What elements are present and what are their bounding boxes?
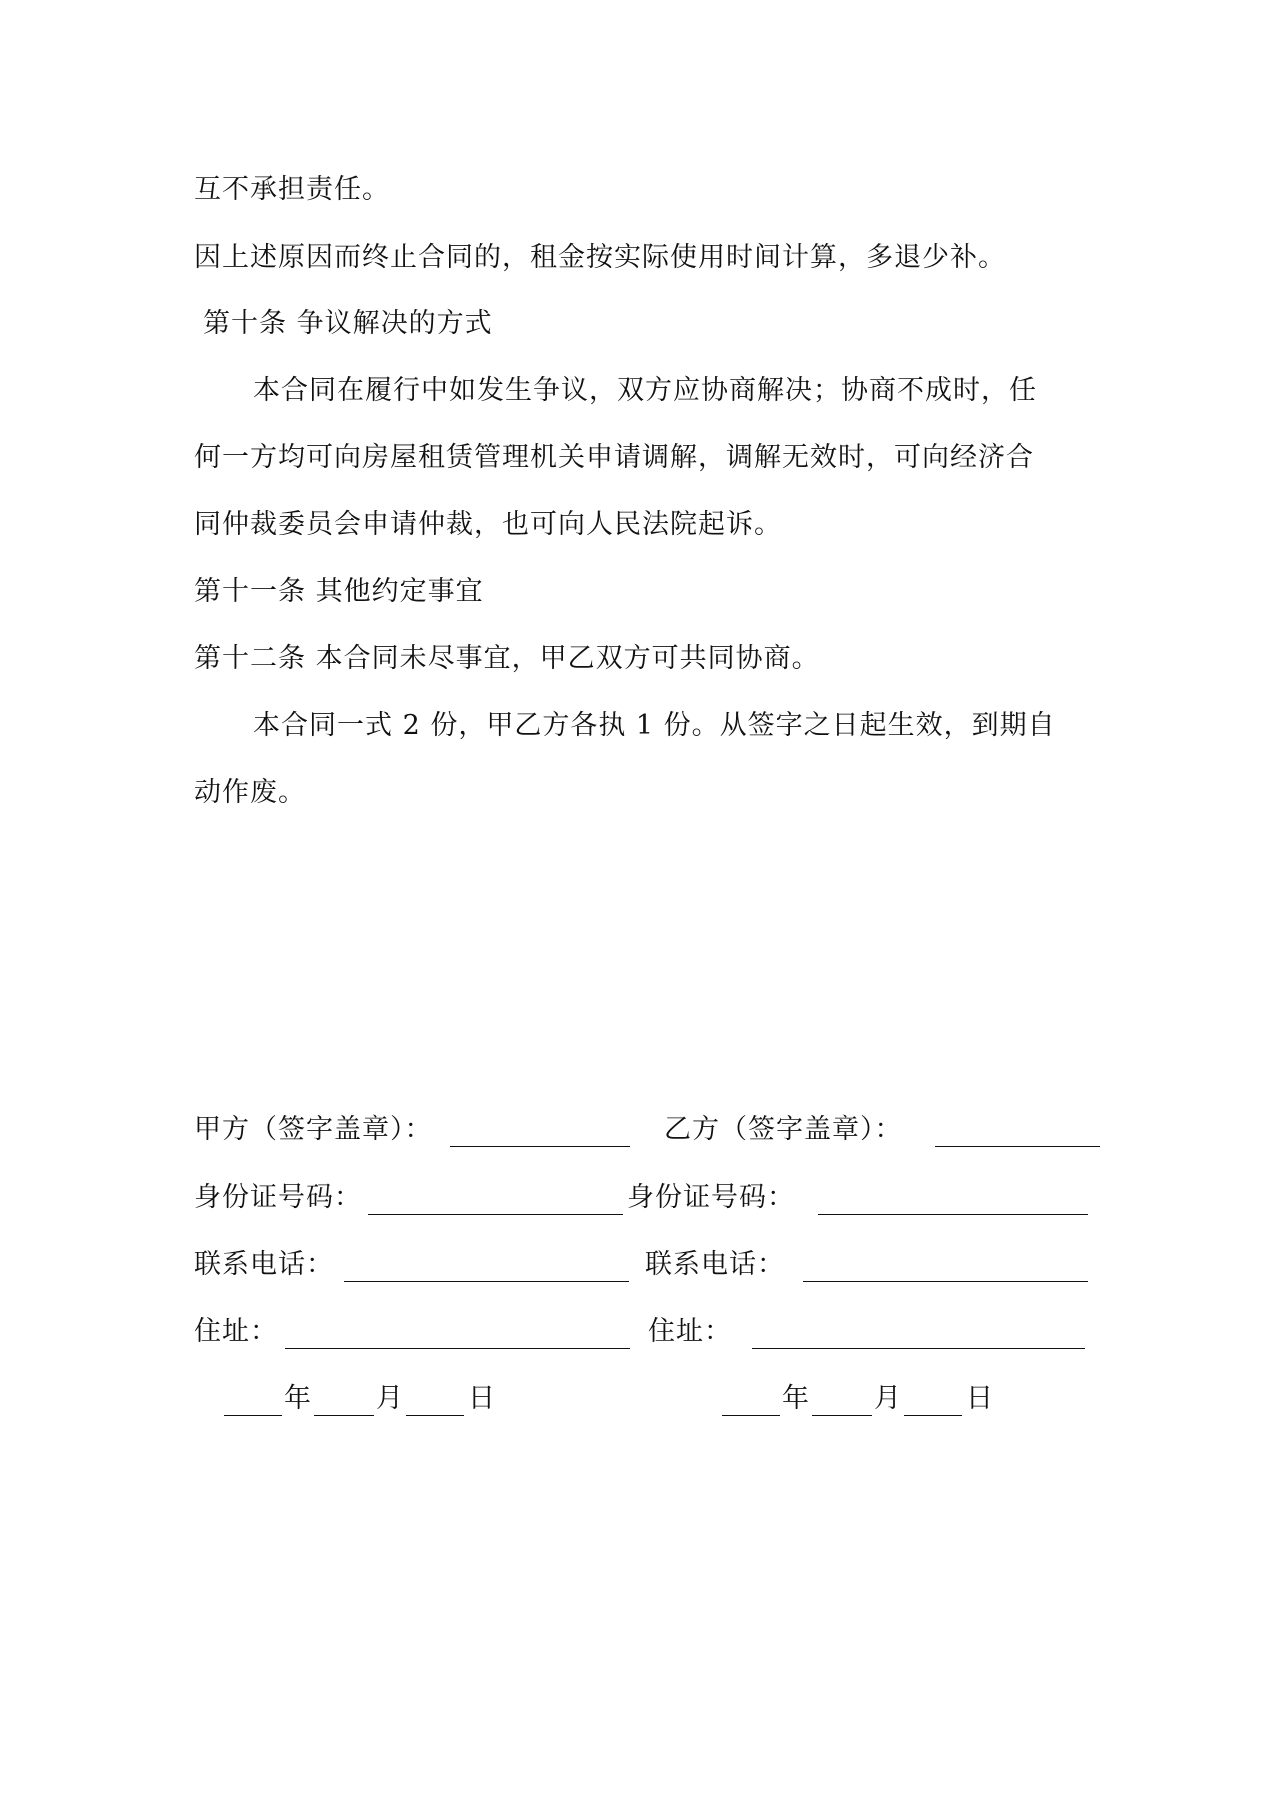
party-b-sign-blank [935, 1146, 1100, 1147]
paragraph-line: 同仲裁委员会申请仲裁，也可向人民法院起诉。 [194, 509, 782, 540]
section-heading-12: 第十二条 本合同未尽事宜，甲乙双方可共同协商。 [194, 643, 820, 674]
day-label: 日 [468, 1383, 495, 1414]
party-a-id-blank [368, 1214, 623, 1215]
month-label: 月 [376, 1383, 403, 1414]
day-blank [406, 1415, 464, 1416]
year-label: 年 [782, 1383, 809, 1414]
day-label: 日 [966, 1383, 993, 1414]
party-b-sign-label: 乙方（签字盖章）： [664, 1114, 903, 1145]
party-b-id-blank [818, 1214, 1088, 1215]
section-heading-11: 第十一条 其他约定事宜 [194, 576, 484, 607]
section-heading-10: 第十条 争议解决的方式 [203, 308, 493, 339]
year-blank [224, 1415, 282, 1416]
party-a-sign-label: 甲方（签字盖章）： [194, 1114, 433, 1145]
phone-row [0, 1247, 1280, 1287]
party-b-id-label: 身份证号码： [627, 1182, 795, 1213]
party-b-address-label: 住址： [648, 1316, 732, 1347]
paragraph-line: 因上述原因而终止合同的，租金按实际使用时间计算，多退少补。 [194, 242, 1006, 273]
paragraph-line: 何一方均可向房屋租赁管理机关申请调解，调解无效时，可向经济合 [194, 442, 1034, 473]
party-a-address-label: 住址： [194, 1316, 278, 1347]
party-b-phone-label: 联系电话： [645, 1249, 785, 1280]
signature-row [0, 1112, 1280, 1152]
year-label: 年 [284, 1383, 311, 1414]
party-a-phone-label: 联系电话： [194, 1249, 334, 1280]
year-blank [722, 1415, 780, 1416]
month-blank [812, 1415, 872, 1416]
party-a-id-label: 身份证号码： [194, 1182, 362, 1213]
party-a-sign-blank [450, 1146, 630, 1147]
paragraph-line: 本合同一式 2 份，甲乙方各执 1 份。从签字之日起生效，到期自 [253, 710, 1056, 741]
date-row [0, 1381, 1280, 1421]
party-a-address-blank [285, 1348, 630, 1349]
paragraph-line: 互不承担责任。 [194, 174, 390, 205]
party-b-address-blank [752, 1348, 1085, 1349]
paragraph-line: 动作废。 [194, 777, 306, 808]
month-label: 月 [874, 1383, 901, 1414]
party-b-date [722, 1381, 1002, 1421]
paragraph-line: 本合同在履行中如发生争议，双方应协商解决；协商不成时，任 [253, 375, 1037, 406]
day-blank [904, 1415, 962, 1416]
party-a-phone-blank [344, 1281, 629, 1282]
id-number-row [0, 1180, 1280, 1220]
month-blank [314, 1415, 374, 1416]
party-b-phone-blank [803, 1281, 1088, 1282]
address-row [0, 1314, 1280, 1354]
party-a-date [224, 1381, 504, 1421]
